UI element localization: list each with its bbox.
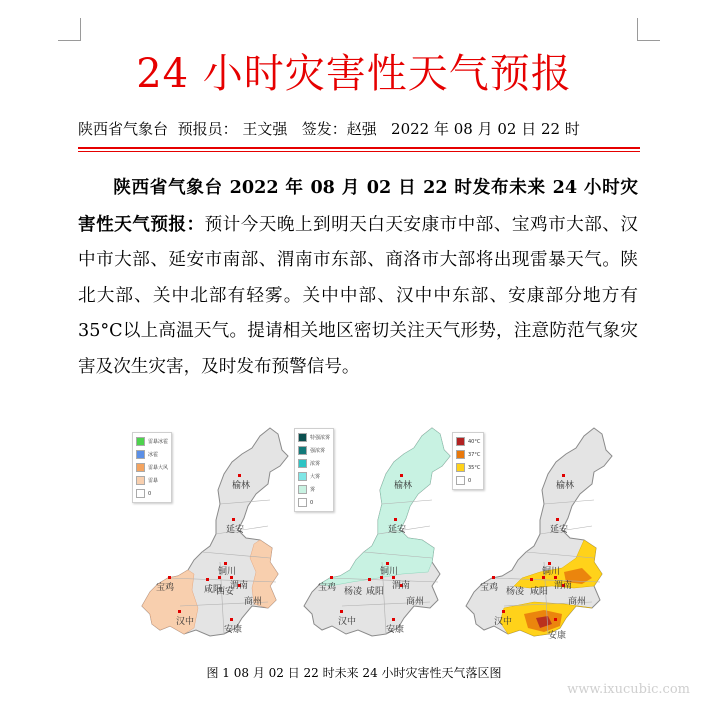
legend-label: 强浓雾 [310,448,326,454]
legend-swatch [136,476,145,485]
forecast-text: 预计今天晚上到明天白天安康市中部、宝鸡市大部、汉中市大部、延安市南部、渭南市东部、商洛市大部将出现雷暴天气。陕北大部、关中北部有轻雾。关中中部、汉中中东部、安康部分地方有35°C以上高温天气。提请相关地区密切关注天气形势，注意防范气象灾害及次生灾害，及时发布预警信号。 [78,214,638,377]
legend-item [136,435,168,448]
legend-label: 37°C [468,451,481,458]
legend-item [298,483,330,496]
city-label-weinan: 渭南 [554,581,573,591]
watermark: www.ixucubic.com [567,682,690,697]
city-label-yanan: 延安 [388,525,407,535]
legend-swatch [136,489,145,498]
legend-swatch [298,472,307,481]
city-label-ankang: 安康 [224,625,243,635]
legend-label: 特强浓雾 [310,435,331,441]
fog-legend [294,428,334,512]
legend-label: 0 [468,477,472,484]
city-label-weinan: 渭南 [392,581,411,591]
legend-item [136,461,168,474]
legend-label: 雷暴冰雹 [148,439,169,445]
document-title: 24 小时灾害性天气预报 [136,51,572,97]
legend-item [456,474,480,487]
city-label-ankang: 安康 [548,631,567,641]
legend-swatch [456,463,465,472]
page-corner-mark-left [58,18,81,41]
city-label-yanan: 延安 [550,525,569,535]
city-label-shangzhou: 商州 [244,597,263,607]
page-corner-mark-right [637,18,660,41]
city-label-weinan: 渭南 [230,581,249,591]
legend-label: 冰雹 [148,452,159,458]
city-label-xianyang: 咸阳 [366,587,385,597]
legend-swatch [298,446,307,455]
signer-label: 签发： [301,120,347,138]
legend-item [456,435,480,448]
thunderstorm-legend [132,432,172,503]
forecaster-name: 王文强 [242,120,288,138]
legend-swatch [456,450,465,459]
legend-label: 0 [310,499,314,506]
city-label-yulin: 榆林 [394,481,413,491]
city-label-hanzhong: 汉中 [338,617,357,627]
legend-label: 35°C [468,464,481,471]
city-label-baoji: 宝鸡 [318,583,337,593]
city-label-yanan: 延安 [226,525,245,535]
fog-area [320,428,450,586]
legend-item [298,470,330,483]
header-rule-thick [78,147,640,149]
forecaster-label: 预报员： [177,120,238,138]
city-label-xianyang: 咸阳 [204,585,223,595]
city-label-yangling: 杨凌 [344,587,363,597]
legend-label: 大雾 [310,474,321,480]
header-rule-thin [78,151,640,152]
city-label-shangzhou: 商州 [406,597,425,607]
city-label-tongchuan: 铜川 [218,567,237,577]
city-label-yulin: 榆林 [556,481,575,491]
legend-item [136,487,168,500]
legend-label: 40°C [468,438,481,445]
legend-label: 雷暴大风 [148,465,169,471]
legend-label: 雷暴 [148,478,159,484]
signer-name: 赵强 [346,120,377,138]
city-label-tongchuan: 铜川 [380,567,399,577]
forecast-paragraph [78,170,638,386]
legend-item [136,474,168,487]
legend-swatch [298,433,307,442]
city-label-xianyang: 咸阳 [530,587,549,597]
figure-caption: 图 1 08 月 02 日 22 时未来 24 小时灾害性天气落区图 [206,666,502,680]
high-temperature-map [444,422,644,662]
city-label-yangling: 杨凌 [506,587,525,597]
legend-item [298,444,330,457]
legend-label: 雾 [310,487,316,493]
forecast-lead: 陕西省气象台 2022 年 08 月 02 日 22 时发布未来 24 小时灾害性天气预报： [78,177,638,235]
legend-item [136,448,168,461]
city-label-tongchuan: 铜川 [542,567,561,577]
legend-item [456,461,480,474]
legend-swatch [136,437,145,446]
legend-swatch [456,476,465,485]
city-label-baoji: 宝鸡 [156,583,175,593]
high-temperature-legend [452,432,484,490]
legend-swatch [298,459,307,468]
city-label-hanzhong: 汉中 [494,617,513,627]
legend-item [298,496,330,509]
agency-name: 陕西省气象台 [78,120,169,138]
legend-swatch [136,463,145,472]
city-label-yulin: 榆林 [232,481,251,491]
legend-swatch [298,498,307,507]
legend-item [298,431,330,444]
legend-label: 浓雾 [310,461,321,467]
city-label-shangzhou: 商州 [568,597,587,607]
issuer-line [78,118,638,144]
legend-label: 0 [148,490,152,497]
legend-swatch [298,485,307,494]
legend-swatch [136,450,145,459]
legend-swatch [456,437,465,446]
city-label-ankang: 安康 [386,625,405,635]
city-label-xian: 西安 [216,587,235,597]
city-label-hanzhong: 汉中 [176,617,195,627]
issue-time: 2022 年 08 月 02 日 22 时 [391,120,580,138]
city-label-baoji: 宝鸡 [480,583,499,593]
legend-item [298,457,330,470]
legend-item [456,448,480,461]
